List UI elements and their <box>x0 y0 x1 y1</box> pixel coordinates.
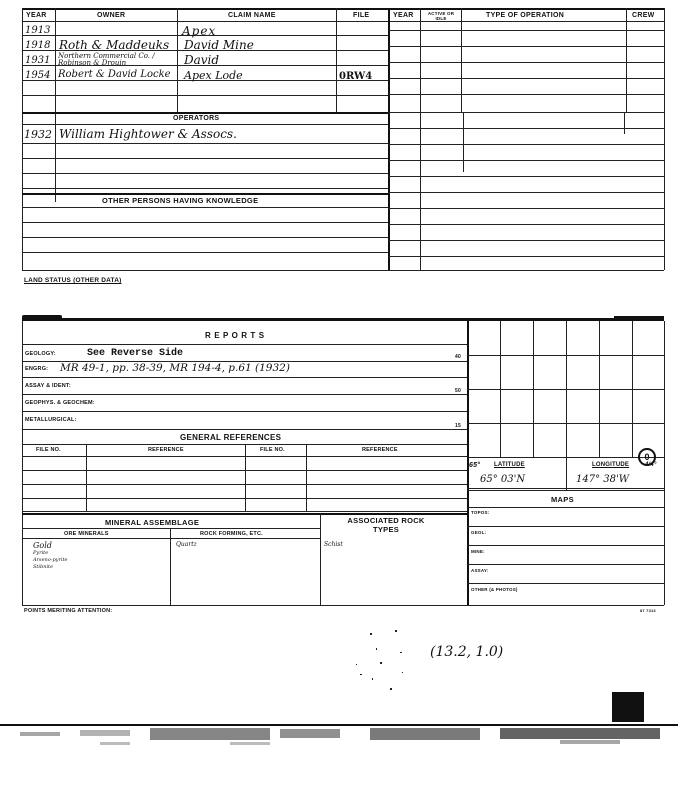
header-owner: OWNER <box>97 12 126 19</box>
owner-row-year: 1918 <box>25 40 51 51</box>
file-value: 0RW4 <box>339 71 373 82</box>
owner-row-year: 1954 <box>25 70 51 81</box>
other-persons-heading: OTHER PERSONS HAVING KNOWLEDGE <box>102 196 259 205</box>
ore-mineral-item: Gold <box>33 541 52 550</box>
maps-other-label: OTHER (& PHOTOS) <box>471 587 518 592</box>
mineral-assemblage-heading: MINERAL ASSEMBLAGE <box>105 518 200 527</box>
geology-label: GEOLOGY: <box>25 351 56 357</box>
engrg-value: MR 49-1, pp. 38-39, MR 194-4, p.61 (1932) <box>60 362 290 374</box>
operators-heading: OPERATORS <box>173 115 220 122</box>
claim-name-value: Apex Lode <box>184 69 243 82</box>
longitude-value: 147° 38'W <box>576 474 630 485</box>
owner-row-year: 1913 <box>25 25 51 36</box>
geophys-label: GEOPHYS. & GEOCHEM: <box>25 400 95 406</box>
owner-row-year: 1931 <box>25 55 51 66</box>
rock-forming-item: Quartz <box>176 541 197 548</box>
general-references-heading: GENERAL REFERENCES <box>180 433 282 442</box>
ref-file-no-header: FILE NO. <box>36 447 61 453</box>
owner-name-value: Roth & Maddeuks <box>59 38 170 52</box>
latitude-prefix: 65° <box>469 462 481 469</box>
owner-name-value: Robert & David Locke <box>58 69 171 80</box>
ore-mineral-item: Pyrite <box>33 550 49 556</box>
ref-reference-header: REFERENCE <box>148 447 184 453</box>
scan-noise-band <box>0 718 678 758</box>
margin-number: 40 <box>455 354 461 360</box>
header-file: FILE <box>353 12 370 19</box>
rock-forming-header: ROCK FORMING, ETC. <box>200 531 263 537</box>
form-number: 87 7313 <box>640 608 656 613</box>
ore-mineral-item: Arseno-pyrite <box>33 557 68 563</box>
coordinate-note: (13.2, 1.0) <box>430 644 504 660</box>
maps-assay-label: ASSAY: <box>471 568 489 573</box>
header-year-2: YEAR <box>393 12 414 19</box>
claim-name-value: Apex <box>182 24 217 38</box>
land-status-label: LAND STATUS (OTHER DATA) <box>24 277 122 284</box>
header-year: YEAR <box>26 12 47 19</box>
associated-rock-types-heading: ASSOCIATED ROCK TYPES <box>347 516 425 534</box>
ore-mineral-item: Stibnite <box>33 564 54 570</box>
claim-name-value: David Mine <box>184 38 254 52</box>
maps-mine-label: MINE: <box>471 549 485 554</box>
points-meriting-label: POINTS MERITING ATTENTION: <box>24 608 113 614</box>
margin-number: 50 <box>455 388 461 394</box>
longitude-label: LONGITUDE <box>592 462 630 468</box>
claim-name-value: David <box>184 53 220 67</box>
ore-minerals-header: ORE MINERALS <box>64 531 109 537</box>
header-type-of-operation: TYPE OF OPERATION <box>486 12 565 19</box>
header-active-idle: ACTIVE OR IDLE <box>427 11 455 21</box>
ref-reference-header-2: REFERENCE <box>362 447 398 453</box>
header-claim-name: CLAIM NAME <box>228 12 276 19</box>
scan-speckle <box>350 628 430 698</box>
maps-heading: MAPS <box>551 495 574 504</box>
ref-file-no-header-2: FILE NO. <box>260 447 285 453</box>
circled-mark: 0 <box>638 448 656 466</box>
maps-topos-label: TOPOS: <box>471 510 490 515</box>
reports-title: R E P O R T S <box>205 331 265 340</box>
metallurgical-label: METALLURGICAL: <box>25 417 77 423</box>
engrg-label: ENGRG: <box>25 366 49 372</box>
operator-name: William Hightower & Assocs. <box>59 127 237 141</box>
owner-name-value: Northern Commercial Co. / Robinson & Drouin <box>58 52 155 67</box>
assay-ident-label: ASSAY & IDENT: <box>25 383 71 389</box>
geology-value: See Reverse Side <box>87 348 184 359</box>
rock-type-item: Schist <box>324 541 343 548</box>
margin-number: 15 <box>455 423 461 429</box>
header-crew: CREW <box>632 12 655 19</box>
maps-geol-label: GEOL: <box>471 530 487 535</box>
operator-year: 1932 <box>24 128 52 141</box>
latitude-value: 65° 03'N <box>480 474 526 485</box>
latitude-label: LATITUDE <box>494 462 525 468</box>
longitude-suffix: 4/4° <box>645 462 657 468</box>
